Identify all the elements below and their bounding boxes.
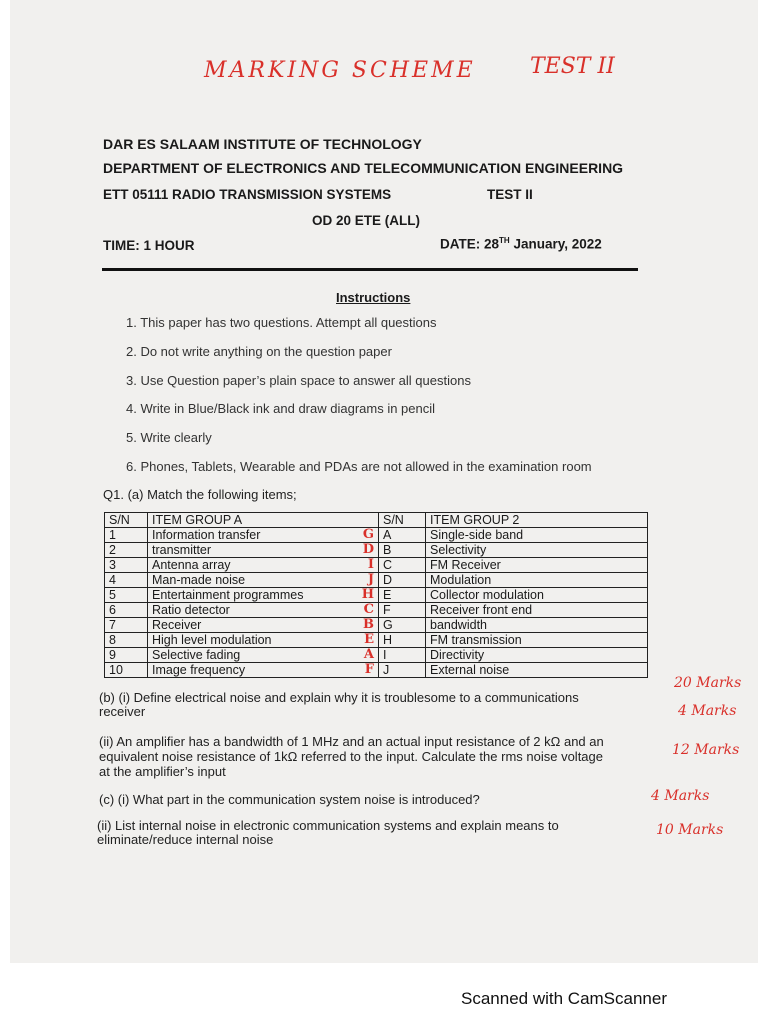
handwritten-answer: F (364, 662, 374, 677)
cell-item-b: External noise (426, 663, 648, 678)
instruction-item: 3. Use Question paper’s plain space to answer all questions (126, 373, 471, 388)
table-row (105, 633, 648, 648)
instructions-title: Instructions (336, 290, 411, 305)
item-a-text: Entertainment programmes (152, 588, 304, 602)
cell-item-a (148, 543, 379, 558)
date-suffix: TH (499, 236, 510, 245)
cell-item-a (148, 603, 379, 618)
cell-item-b: Directivity (426, 648, 648, 663)
table-row (105, 618, 648, 633)
group-label: OD 20 ETE (ALL) (312, 213, 421, 228)
time-label: TIME: 1 HOUR (103, 238, 195, 253)
item-a-text: Information transfer (152, 528, 261, 542)
cell-sn2: G (379, 618, 426, 633)
table-row (105, 528, 648, 543)
cell-item-a (148, 573, 379, 588)
scanner-footer: Scanned with CamScanner (461, 989, 668, 1008)
institute-name: DAR ES SALAAM INSTITUTE OF TECHNOLOGY (103, 136, 422, 152)
item-a-text: Man-made noise (152, 573, 246, 587)
cell-sn: 1 (105, 528, 148, 543)
cell-item-b: Modulation (426, 573, 648, 588)
date-label (440, 236, 602, 252)
test-annotation: TEST II (530, 54, 615, 79)
handwritten-answer: D (362, 542, 374, 557)
cell-sn: 7 (105, 618, 148, 633)
cell-sn: 4 (105, 573, 148, 588)
cell-item-b: Collector modulation (426, 588, 648, 603)
cell-sn: 2 (105, 543, 148, 558)
header-group-a: ITEM GROUP A (148, 513, 379, 528)
marking-scheme-annotation: MARKING SCHEME (204, 58, 476, 83)
cell-item-a (148, 528, 379, 543)
cell-item-a (148, 588, 379, 603)
cell-sn2: C (379, 558, 426, 573)
table-row (105, 558, 648, 573)
cell-sn2: E (379, 588, 426, 603)
instruction-item: 6. Phones, Tablets, Wearable and PDAs are not allowed in the examination room (126, 459, 592, 474)
handwritten-answer: C (363, 602, 374, 617)
q1-c-ii-line1: (ii) List internal noise in electronic communication systems and explain means to (97, 818, 559, 833)
handwritten-answer: G (362, 527, 374, 542)
marks-annotation: 4 Marks (678, 703, 737, 719)
handwritten-answer: A (363, 647, 374, 662)
q1-intro: Q1. (a) Match the following items; (103, 487, 297, 502)
handwritten-answer: E (364, 632, 374, 647)
item-a-text: Ratio detector (152, 603, 230, 617)
instruction-item: 1. This paper has two questions. Attempt all questions (126, 315, 437, 330)
marks-annotation: 20 Marks (674, 675, 742, 691)
department-name: DEPARTMENT OF ELECTRONICS AND TELECOMMUNICATION ENGINEERING (103, 160, 624, 176)
cell-item-b: FM transmission (426, 633, 648, 648)
cell-item-b: bandwidth (426, 618, 648, 633)
cell-sn2: F (379, 603, 426, 618)
cell-item-b: Receiver front end (426, 603, 648, 618)
marks-annotation: 4 Marks (651, 788, 710, 804)
table-row (105, 588, 648, 603)
instruction-item: 2. Do not write anything on the question paper (126, 344, 392, 359)
cell-item-b: FM Receiver (426, 558, 648, 573)
handwritten-answer: J (367, 572, 374, 587)
matching-table (104, 512, 648, 678)
header-sn2: S/N (379, 513, 426, 528)
item-a-text: Receiver (152, 618, 202, 632)
table-row (105, 648, 648, 663)
cell-item-a (148, 558, 379, 573)
handwritten-answer: B (363, 617, 374, 632)
cell-sn2: A (379, 528, 426, 543)
test-title: TEST II (487, 187, 533, 202)
cell-sn: 9 (105, 648, 148, 663)
marks-annotation: 10 Marks (656, 822, 724, 838)
item-a-text: Antenna array (152, 558, 231, 572)
cell-sn: 6 (105, 603, 148, 618)
item-a-text: Selective fading (152, 648, 241, 662)
header-group-b: ITEM GROUP 2 (426, 513, 648, 528)
q1-c-ii-line2: eliminate/reduce internal noise (97, 832, 274, 847)
cell-sn: 8 (105, 633, 148, 648)
date-month-year: January, 2022 (509, 236, 602, 252)
q1-b-ii-line1: (ii) An amplifier has a bandwidth of 1 MHz and an actual input resistance of 2 kΩ and an (99, 734, 604, 749)
handwritten-answer: I (367, 557, 374, 572)
q1-c-i: (c) (i) What part in the communication system noise is introduced? (99, 792, 480, 807)
header-sn: S/N (105, 513, 148, 528)
q1-b-i-line1: (b) (i) Define electrical noise and explain why it is troublesome to a communications (99, 690, 579, 705)
cell-sn: 5 (105, 588, 148, 603)
table-row (105, 573, 648, 588)
instruction-item: 5. Write clearly (126, 430, 212, 445)
cell-sn: 3 (105, 558, 148, 573)
cell-item-a (148, 648, 379, 663)
item-a-text: High level modulation (152, 633, 272, 647)
instruction-item: 4. Write in Blue/Black ink and draw diagrams in pencil (126, 401, 436, 416)
course-title: ETT 05111 RADIO TRANSMISSION SYSTEMS (103, 187, 392, 202)
cell-sn2: B (379, 543, 426, 558)
table-row (105, 603, 648, 618)
cell-sn2: J (379, 663, 426, 678)
table-header-row (105, 513, 648, 528)
cell-item-b: Selectivity (426, 543, 648, 558)
cell-item-a (148, 663, 379, 678)
q1-b-ii-line2: equivalent noise resistance of 1kΩ referred to the input. Calculate the rms noise voltage (99, 749, 603, 764)
handwritten-answer: H (361, 587, 374, 602)
cell-item-a (148, 618, 379, 633)
q1-b-ii-line3: at the amplifier’s input (99, 764, 226, 779)
table-row (105, 663, 648, 678)
item-a-text: Image frequency (152, 663, 246, 677)
header-divider (102, 268, 638, 271)
q1-b-i-line2: receiver (99, 704, 146, 719)
cell-sn2: D (379, 573, 426, 588)
cell-item-a (148, 633, 379, 648)
marks-annotation: 12 Marks (672, 742, 740, 758)
cell-sn: 10 (105, 663, 148, 678)
cell-sn2: I (379, 648, 426, 663)
cell-item-b: Single-side band (426, 528, 648, 543)
cell-sn2: H (379, 633, 426, 648)
date-day: DATE: 28 (440, 236, 500, 252)
item-a-text: transmitter (152, 543, 212, 557)
table-row (105, 543, 648, 558)
